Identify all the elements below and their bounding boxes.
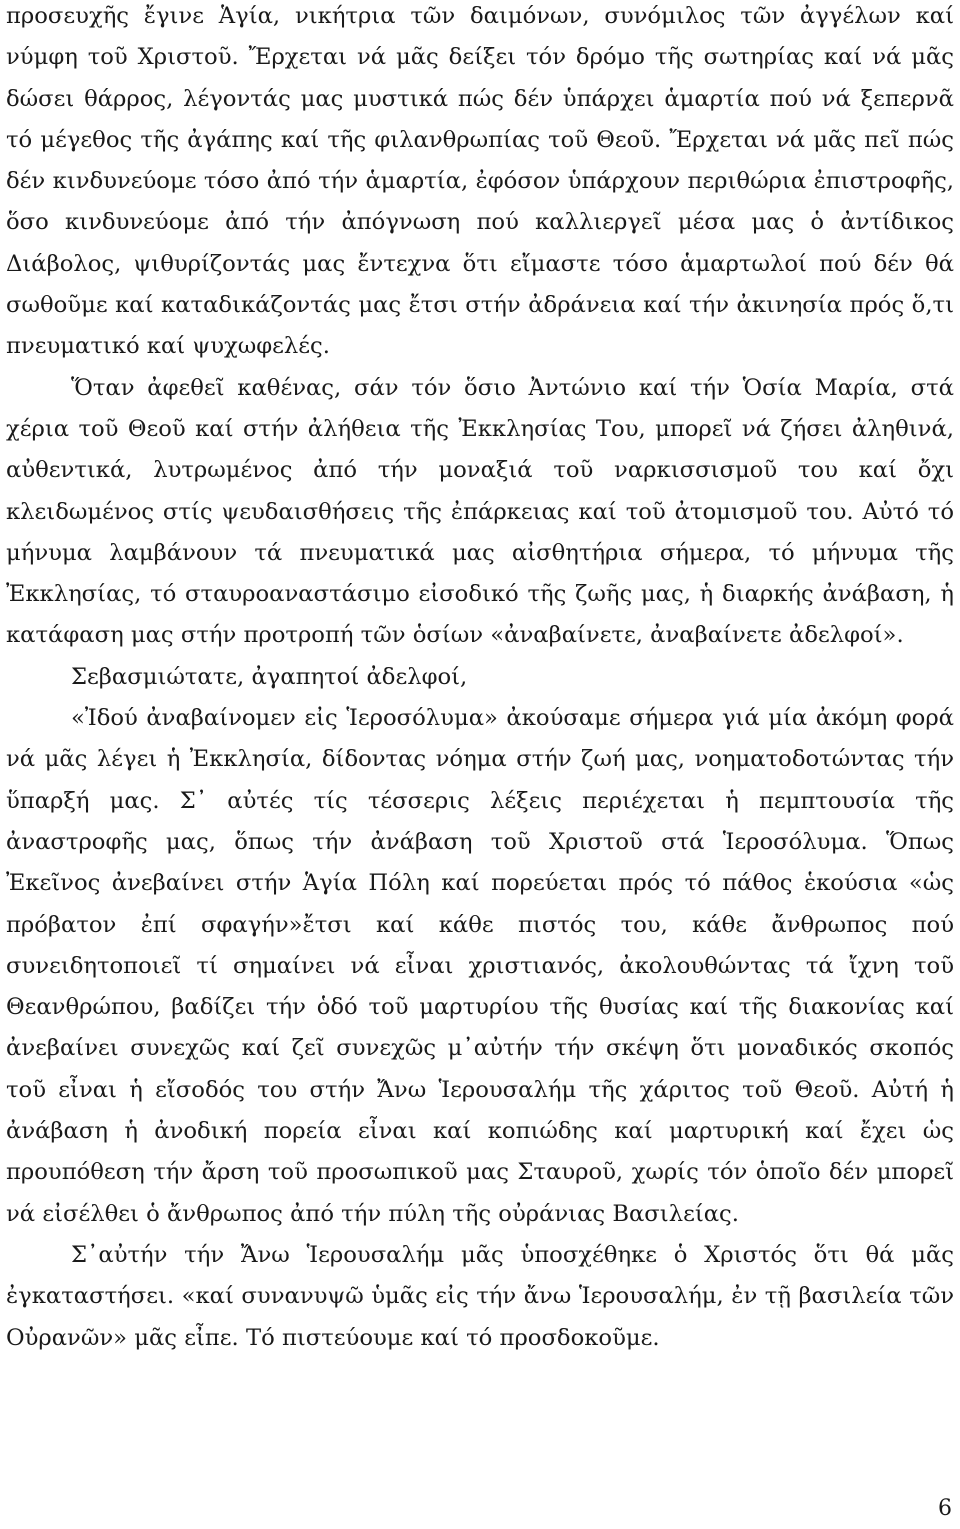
- paragraph-antonios-maria: Ὅταν ἀφεθεῖ καθένας, σάν τόν ὅσιο Ἀντώνιο καί τήν Ὁσία Μαρία, στά χέρια τοῦ Θεοῦ καί στήν ἀλήθεια τῆς Ἐκκλησίας Του, μπορεῖ νά ζήσει ἀληθινά, αὐθεντικά, λυτρωμένος ἀπό τήν μοναξιά τοῦ ναρκισσισμοῦ του καί ὄχι κλειδωμένος στίς ψευδαισθήσεις τῆς ἐπάρκειας καί τοῦ ἀτομισμοῦ του. Αὐτό τό μήνυμα λαμβάνουν τά πνευματικά μας αἰσθητήρια σήμερα, τό μήνυμα τῆς Ἐκκλησίας, τό σταυροαναστάσιμο εἰσοδικό τῆς ζωῆς μας, ἡ διαρκής ἀνάβαση, ἡ κατάφαση μας στήν προτροπή τῶν ὁσίων «ἀναβαίνετε, ἀναβαίνετε ἀδελφοί».: [6, 374, 954, 649]
- page-number: 6: [938, 1496, 952, 1521]
- body-text: [6, 0, 954, 1359]
- paragraph-continuation: προσευχῆς ἔγινε Ἁγία, νικήτρια τῶν δαιμόνων, συνόμιλος τῶν ἀγγέλων καί νύμφη τοῦ Χριστοῦ. Ἔρχεται νά μᾶς δείξει τόν δρόμο τῆς σωτηρίας καί νά μᾶς δώσει θάρρος, λέγοντάς μας μυστικά πώς δέν ὑπάρχει ἁμαρτία πού νά ξεπερνᾶ τό μέγεθος τῆς ἀγάπης καί τῆς φιλανθρωπίας τοῦ Θεοῦ. Ἔρχεται νά μᾶς πεῖ πώς δέν κινδυνεύομε τόσο ἀπό τήν ἁμαρτία, ἐφόσον ὑπάρχουν περιθώρια ἐπιστροφῆς, ὅσο κινδυνεύομε ἀπό τήν ἀπόγνωση πού καλλιεργεῖ μέσα μας ὁ ἀντίδικος Διάβολος, ψιθυρίζοντάς μας ἔντεχνα ὅτι εἴμαστε τόσο ἁμαρτωλοί πού δέν θά σωθοῦμε καί καταδικάζοντάς μας ἔτσι στήν ἀδράνεια καί τήν ἀκινησία πρός ὅ,τι πνευματικό καί ψυχωφελές.: [6, 3, 954, 360]
- paragraph-salutation: Σεβασμιώτατε, ἀγαπητοί ἀδελφοί,: [71, 663, 468, 690]
- paragraph-ascent-jerusalem: «Ἰδού ἀναβαίνομεν εἰς Ἱεροσόλυμα» ἀκούσαμε σήμερα γιά μία ἀκόμη φορά νά μᾶς λέγει ἡ Ἐκκλησία, δίδοντας νόημα στήν ζωή μας, νοηματοδοτώντας τήν ὕπαρξή μας. Σ᾽ αὐτές τίς τέσσερις λέξεις περιέχεται ἡ πεμπτουσία τῆς ἀναστροφῆς μας, ὅπως τήν ἀνάβαση τοῦ Χριστοῦ στά Ἱεροσόλυμα. Ὅπως Ἐκεῖνος ἀνεβαίνει στήν Ἁγία Πόλη καί πορεύεται πρός τό πάθος ἑκούσια «ὡς πρόβατον ἐπί σφαγήν»ἔτσι καί κάθε πιστός του, κάθε ἄνθρωπος πού συνειδητοποιεῖ τί σημαίνει νά εἶναι χριστιανός, ἀκολουθώντας τά ἴχνη τοῦ Θεανθρώπου, βαδίζει τήν ὁδό τοῦ μαρτυρίου τῆς θυσίας καί τῆς διακονίας καί ἀνεβαίνει συνεχῶς καί ζεῖ συνεχῶς μ᾽αὐτήν τήν σκέψη ὅτι μοναδικός σκοπός τοῦ εἶναι ἡ εἴσοδός του στήν Ἄνω Ἱερουσαλήμ τῆς χάριτος τοῦ Θεοῦ. Αὐτή ἡ ἀνάβαση ἡ ἀνοδική πορεία εἶναι καί κοπιώδης καί μαρτυρική καί ἔχει ὡς προυπόθεση τήν ἄρση τοῦ προσωπικοῦ μας Σταυροῦ, χωρίς τόν ὁποῖο δέν μπορεῖ νά εἰσέλθει ὁ ἄνθρωπος ἀπό τήν πύλη τῆς οὐράνιας Βασιλείας.: [6, 705, 954, 1227]
- paragraph-heavenly-jerusalem: Σ᾽αὐτήν τήν Ἄνω Ἱερουσαλήμ μᾶς ὑποσχέθηκε ὁ Χριστός ὅτι θά μᾶς ἐγκαταστήσει. «καί συνανυψῶ ὑμᾶς εἰς τήν ἄνω Ἱερουσαλήμ, ἐν τῇ βασιλεία τῶν Οὐρανῶν» μᾶς εἶπε. Τό πιστεύουμε καί τό προσδοκοῦμε.: [6, 1241, 954, 1351]
